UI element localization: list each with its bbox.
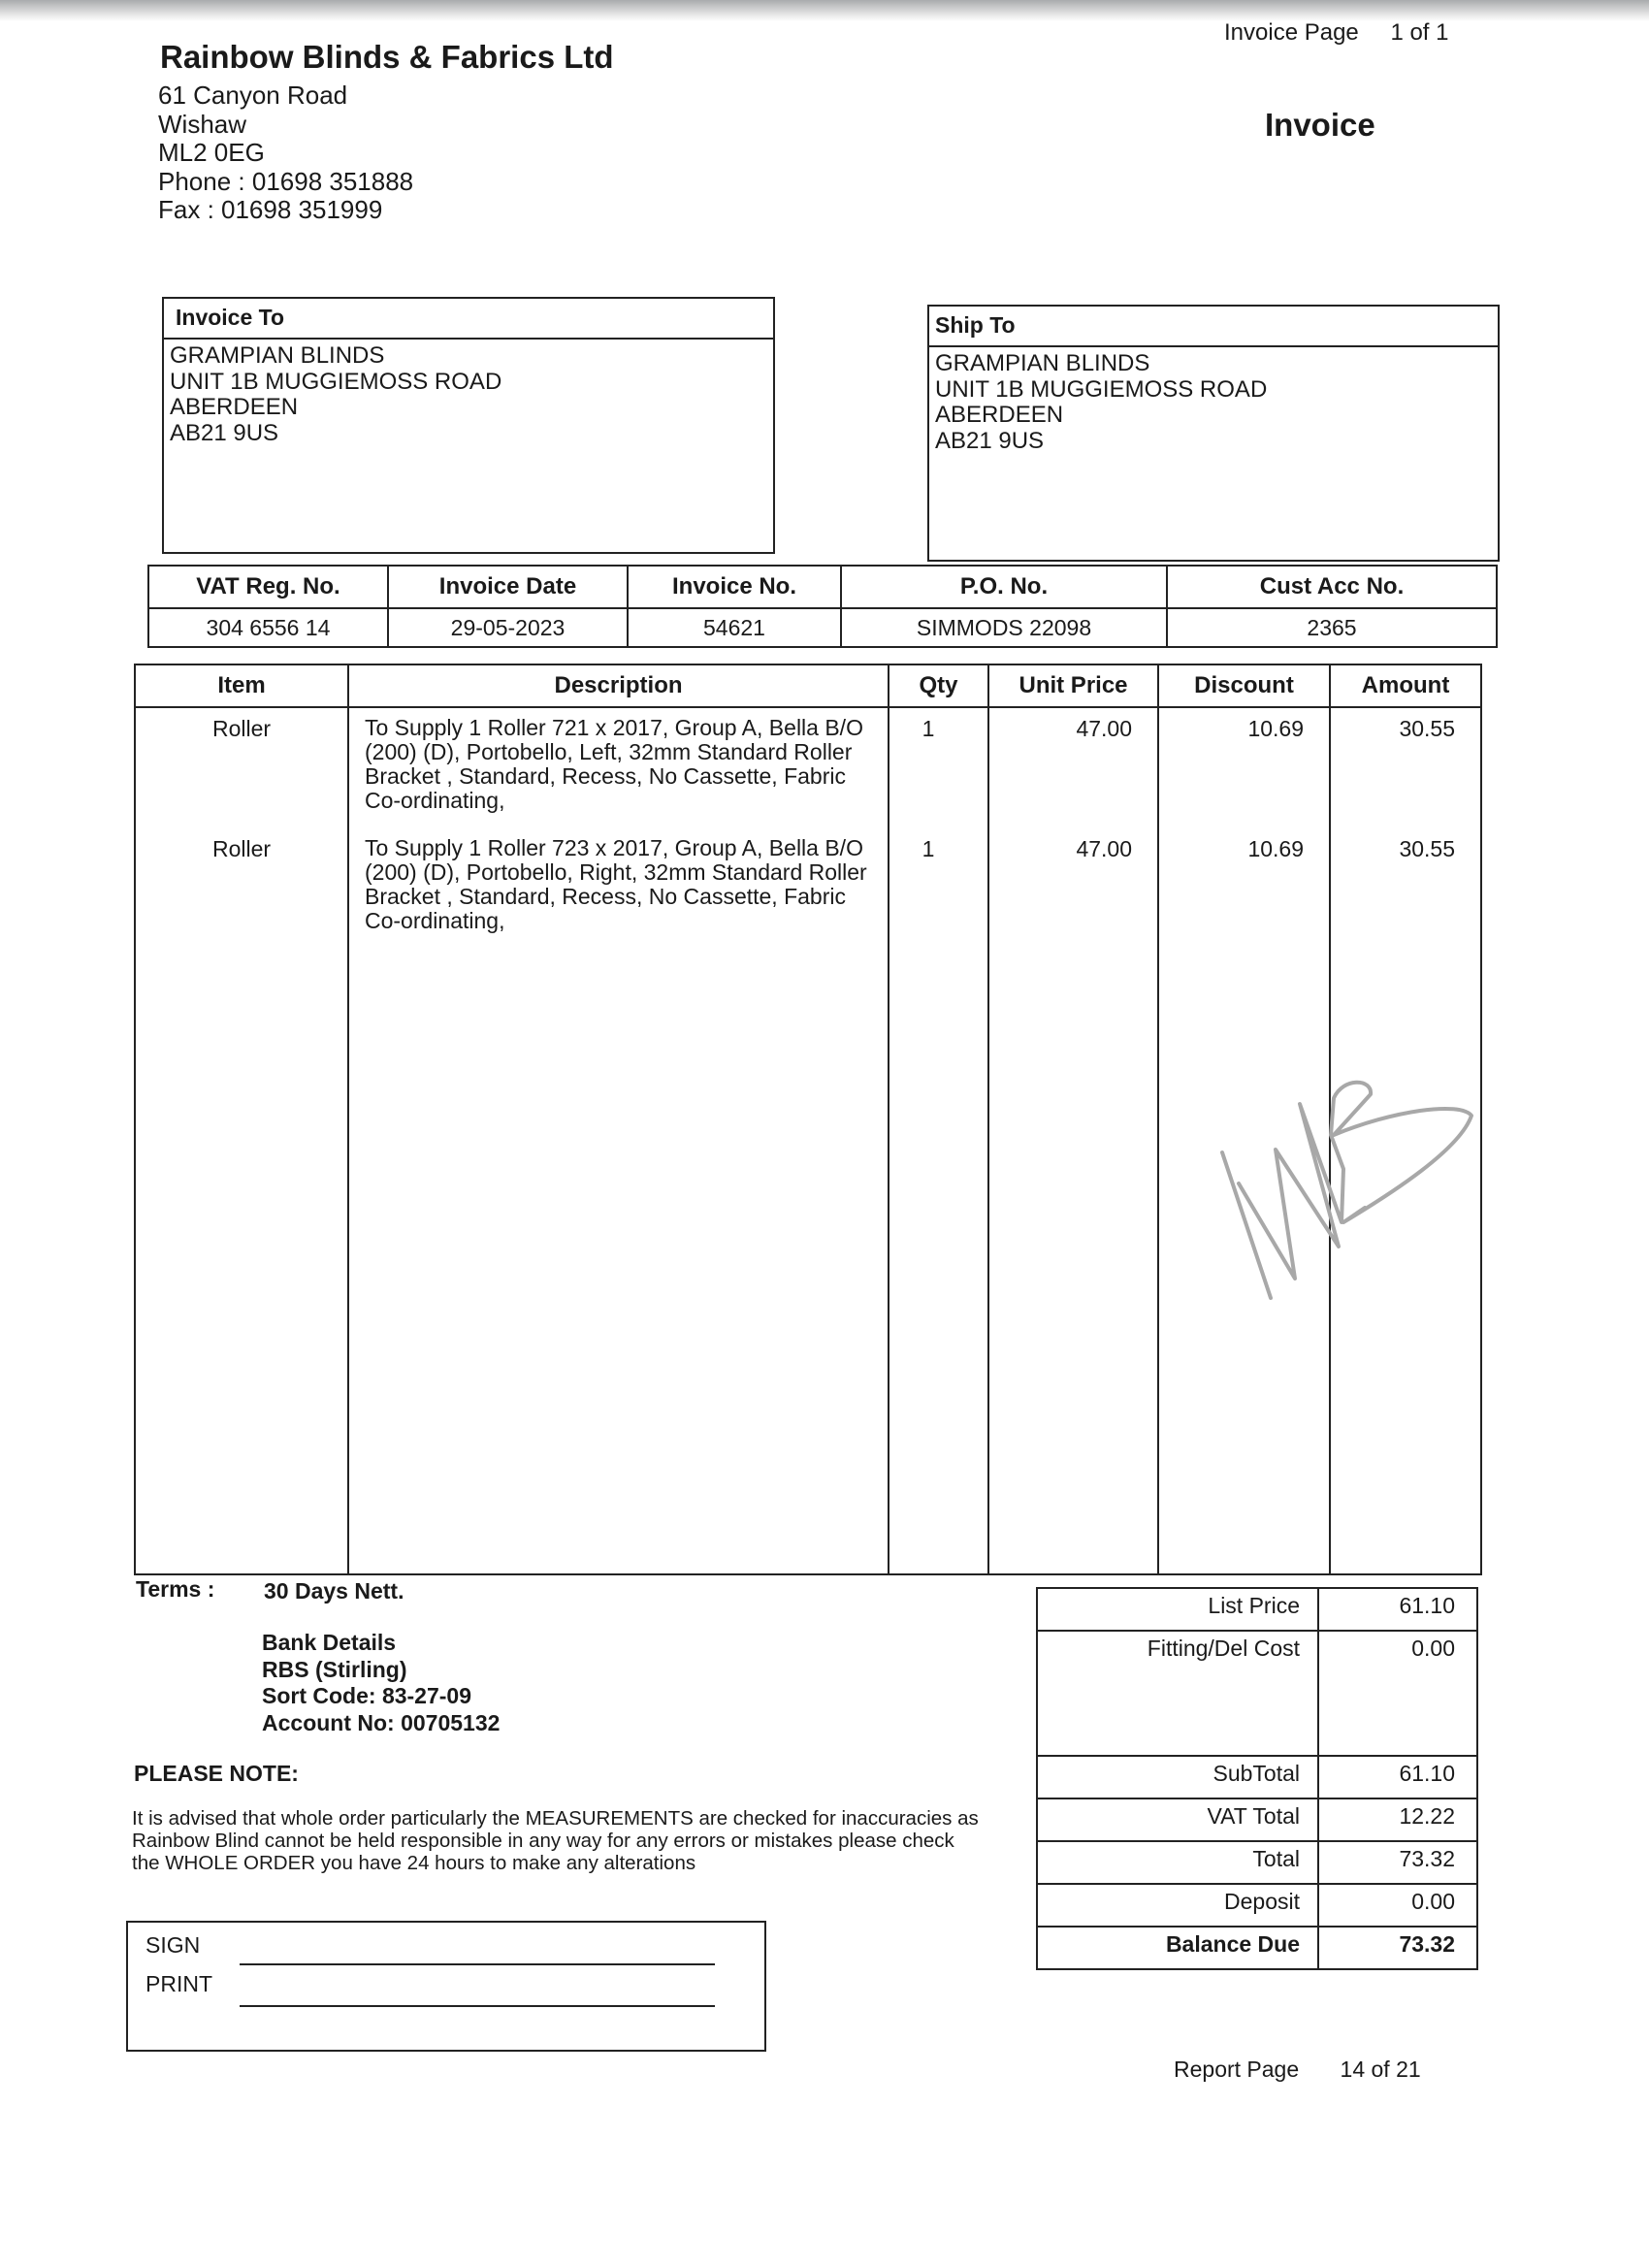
invoice-date-value: 29-05-2023 xyxy=(388,608,628,647)
invoice-no-header: Invoice No. xyxy=(628,566,841,608)
table-row xyxy=(135,707,1481,828)
sign-box xyxy=(126,1921,766,2052)
fitting-cost-label: Fitting/Del Cost xyxy=(1037,1631,1318,1756)
bank-details xyxy=(262,1630,500,1736)
invoice-meta-table xyxy=(147,565,1498,648)
item-discount: 10.69 xyxy=(1158,828,1330,1574)
print-line[interactable] xyxy=(240,2005,715,2007)
total-value: 73.32 xyxy=(1318,1841,1477,1884)
report-page-label: Report Page xyxy=(1174,2057,1300,2082)
ship-to-box xyxy=(927,305,1500,562)
address-line: ML2 0EG xyxy=(158,138,265,167)
invoice-page-label: Invoice Page xyxy=(1224,19,1359,46)
balance-due-label: Balance Due xyxy=(1037,1927,1318,1969)
ship-to-line: GRAMPIAN BLINDS xyxy=(935,350,1150,376)
discount-header: Discount xyxy=(1158,664,1330,707)
fitting-cost-value: 0.00 xyxy=(1318,1631,1477,1756)
description-header: Description xyxy=(348,664,889,707)
item-discount: 10.69 xyxy=(1158,707,1330,828)
address-line: 61 Canyon Road xyxy=(158,81,348,110)
company-name: Rainbow Blinds & Fabrics Ltd xyxy=(160,39,614,75)
invoice-to-line: GRAMPIAN BLINDS xyxy=(170,342,385,369)
po-no-value: SIMMODS 22098 xyxy=(841,608,1167,647)
totals-table xyxy=(1036,1587,1478,1970)
item-amount: 30.55 xyxy=(1330,828,1481,1574)
po-no-header: P.O. No. xyxy=(841,566,1167,608)
invoice-to-line: AB21 9US xyxy=(170,419,279,446)
document-title: Invoice xyxy=(1265,107,1375,143)
invoice-to-line: ABERDEEN xyxy=(170,394,299,420)
invoice-to-label: Invoice To xyxy=(164,299,773,340)
sign-label: SIGN xyxy=(146,1932,201,1958)
vat-reg-value: 304 6556 14 xyxy=(148,608,388,647)
report-page-indicator xyxy=(1174,2057,1421,2083)
terms-value: 30 Days Nett. xyxy=(264,1578,404,1604)
deposit-value: 0.00 xyxy=(1318,1884,1477,1927)
subtotal-label: SubTotal xyxy=(1037,1756,1318,1798)
item-name: Roller xyxy=(135,828,348,1574)
note-heading: PLEASE NOTE: xyxy=(134,1761,299,1786)
note-text: It is advised that whole order particularly the MEASUREMENTS are checked for inaccuracies as Rainbow Blind cannot be held responsible in any way for any errors or mistakes please check the WHOLE ORDER you have 24 hours to make any alterations xyxy=(132,1807,979,1874)
ship-to-line: UNIT 1B MUGGIEMOSS ROAD xyxy=(935,375,1268,403)
list-price-value: 61.10 xyxy=(1318,1588,1477,1631)
unit-price-header: Unit Price xyxy=(988,664,1158,707)
company-fax: Fax : 01698 351999 xyxy=(158,195,383,224)
handwritten-signature xyxy=(1198,1057,1518,1300)
invoice-to-line: UNIT 1B MUGGIEMOSS ROAD xyxy=(170,368,502,395)
vat-total-label: VAT Total xyxy=(1037,1798,1318,1841)
vat-reg-header: VAT Reg. No. xyxy=(148,566,388,608)
invoice-page-value: 1 of 1 xyxy=(1390,19,1449,46)
item-qty: 1 xyxy=(889,707,988,828)
total-label: Total xyxy=(1037,1841,1318,1884)
vat-total-value: 12.22 xyxy=(1318,1798,1477,1841)
sort-code: Sort Code: 83-27-09 xyxy=(262,1683,472,1708)
address-line: Wishaw xyxy=(158,109,247,139)
ship-to-line: ABERDEEN xyxy=(935,402,1064,428)
invoice-date-header: Invoice Date xyxy=(388,566,628,608)
item-header: Item xyxy=(135,664,348,707)
list-price-label: List Price xyxy=(1037,1588,1318,1631)
cust-acc-header: Cust Acc No. xyxy=(1167,566,1497,608)
signature-stroke xyxy=(1222,1083,1471,1298)
item-description: To Supply 1 Roller 723 x 2017, Group A, Bella B/O (200) (D), Portobello, Right, 32mm Standard Roller Bracket , Standard, Recess, No Cassette, Fabric Co-ordinating, xyxy=(348,828,889,1574)
item-description: To Supply 1 Roller 721 x 2017, Group A, Bella B/O (200) (D), Portobello, Left, 32mm Standard Roller Bracket , Standard, Recess, No Cassette, Fabric Co-ordinating, xyxy=(348,707,889,828)
item-amount: 30.55 xyxy=(1330,707,1481,828)
terms-label: Terms : xyxy=(136,1576,215,1602)
company-phone: Phone : 01698 351888 xyxy=(158,166,414,196)
scan-edge-shadow xyxy=(0,0,1649,21)
item-qty: 1 xyxy=(889,828,988,1574)
sign-line[interactable] xyxy=(240,1963,715,1965)
cust-acc-value: 2365 xyxy=(1167,608,1497,647)
bank-details-heading: Bank Details xyxy=(262,1630,397,1655)
account-number: Account No: 00705132 xyxy=(262,1709,501,1735)
amount-header: Amount xyxy=(1330,664,1481,707)
item-unit-price: 47.00 xyxy=(988,828,1158,1574)
invoice-page-indicator xyxy=(1224,19,1456,47)
company-address xyxy=(158,81,413,225)
balance-due-value: 73.32 xyxy=(1318,1927,1477,1969)
subtotal-value: 61.10 xyxy=(1318,1756,1477,1798)
ship-to-line: AB21 9US xyxy=(935,427,1045,454)
ship-to-label: Ship To xyxy=(929,307,1498,347)
report-page-value: 14 of 21 xyxy=(1340,2057,1421,2082)
invoice-to-box xyxy=(162,297,775,554)
bank-name: RBS (Stirling) xyxy=(262,1656,407,1682)
qty-header: Qty xyxy=(889,664,988,707)
deposit-label: Deposit xyxy=(1037,1884,1318,1927)
invoice-no-value: 54621 xyxy=(628,608,841,647)
item-name: Roller xyxy=(135,707,348,828)
print-label: PRINT xyxy=(146,1971,212,1996)
item-unit-price: 47.00 xyxy=(988,707,1158,828)
